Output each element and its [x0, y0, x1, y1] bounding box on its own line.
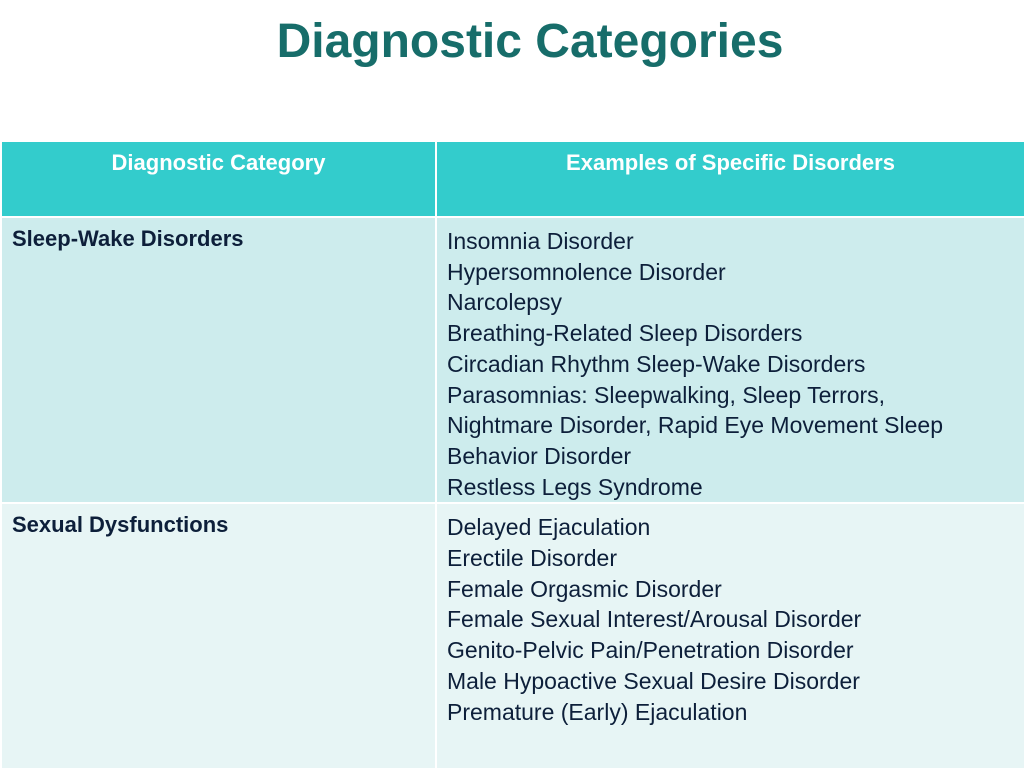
example-item: Parasomnias: Sleepwalking, Sleep Terrors, [447, 381, 886, 408]
example-item: Hypersomnolence Disorder [447, 258, 726, 285]
example-item: Circadian Rhythm Sleep-Wake Disorders [447, 350, 866, 377]
example-item: Premature (Early) Ejaculation [447, 698, 748, 725]
examples-cell [436, 217, 1024, 503]
example-item: Restless Legs Syndrome [447, 473, 703, 500]
example-item: Female Orgasmic Disorder [447, 575, 722, 602]
example-item: Nightmare Disorder, Rapid Eye Movement Sleep [447, 412, 944, 439]
example-item: Delayed Ejaculation [447, 514, 651, 541]
category-cell: Sleep-Wake Disorders [1, 217, 436, 503]
example-item: Male Hypoactive Sexual Desire Disorder [447, 667, 860, 694]
example-item: Behavior Disorder [447, 442, 632, 469]
table-row [1, 217, 1024, 503]
table-header-row [1, 141, 1024, 217]
slide-title: Diagnostic Categories [276, 15, 784, 68]
example-item: Erectile Disorder [447, 545, 617, 572]
example-item: Genito-Pelvic Pain/Penetration Disorder [447, 637, 854, 664]
table-row [1, 503, 1024, 768]
example-item: Narcolepsy [447, 289, 563, 316]
example-item: Female Sexual Interest/Arousal Disorder [447, 606, 862, 633]
diagnostic-table [0, 140, 1024, 768]
category-cell: Sexual Dysfunctions [1, 503, 436, 768]
column-header-examples: Examples of Specific Disorders [436, 141, 1024, 217]
example-item: Insomnia Disorder [447, 228, 634, 254]
examples-cell [436, 503, 1024, 768]
column-header-category: Diagnostic Category [1, 141, 436, 217]
example-item: Breathing-Related Sleep Disorders [447, 320, 803, 347]
